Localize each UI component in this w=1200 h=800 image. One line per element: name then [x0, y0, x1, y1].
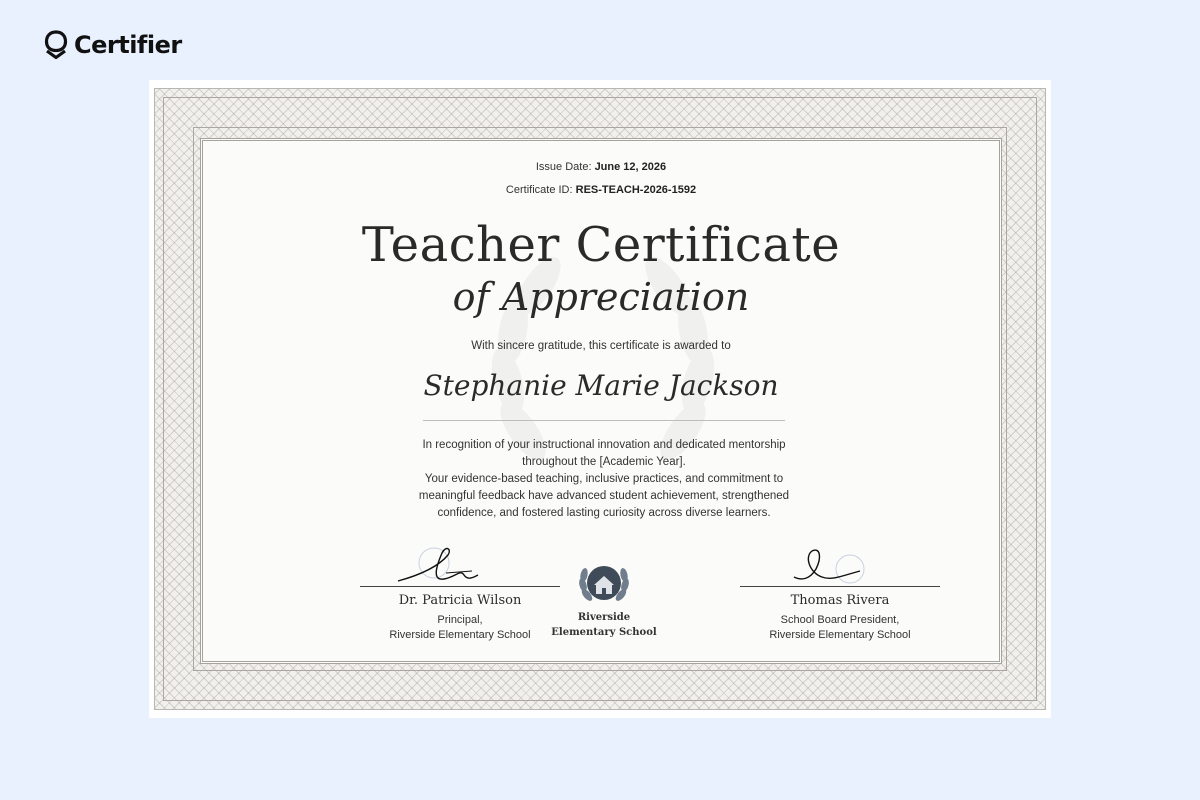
- description-line: confidence, and fostered lasting curiosity across diverse learners.: [437, 507, 771, 519]
- signatory-role-line: Riverside Elementary School: [769, 629, 911, 641]
- recipient-name: Stephanie Marie Jackson: [423, 369, 779, 402]
- signatory-role-line: School Board President,: [780, 614, 900, 626]
- signatory-role: [740, 613, 940, 643]
- signatory-name: Dr. Patricia Wilson: [398, 593, 522, 608]
- description-line: throughout the [Academic Year].: [522, 456, 686, 468]
- signature-line: [740, 586, 940, 587]
- certificate-body: [200, 138, 1002, 664]
- signatory-role: [360, 613, 560, 643]
- issue-date-value: June 12, 2026: [594, 161, 667, 173]
- brand-logo[interactable]: [44, 30, 182, 60]
- certificate-id-label: Certificate ID:: [505, 184, 573, 196]
- signature-line: [360, 586, 560, 587]
- recipient-underline: [423, 420, 785, 421]
- certificate-id-value: RES-TEACH-2026-1592: [575, 184, 697, 196]
- description-line: In recognition of your instructional innovation and dedicated mentorship: [422, 439, 786, 451]
- description-line: meaningful feedback have advanced student achievement, strengthened: [418, 490, 790, 502]
- signature-scribble-icon: [740, 541, 940, 589]
- school-name-line: Riverside: [577, 612, 631, 623]
- awarded-text: With sincere gratitude, this certificate is awarded to: [471, 340, 731, 352]
- certificate-subtitle: of Appreciation: [452, 275, 750, 319]
- certificate-title: Teacher Certificate: [361, 217, 841, 273]
- issue-date-label: Issue Date:: [535, 161, 592, 173]
- signatory-name: Thomas Rivera: [790, 593, 890, 608]
- brand-name: Certifier: [74, 31, 182, 59]
- school-crest-icon: [577, 557, 631, 611]
- signatory-role-line: Principal,: [437, 614, 483, 626]
- certificate-card: [149, 80, 1051, 718]
- certificate-description: [353, 437, 855, 522]
- school-name-line: Elementary School: [551, 627, 657, 638]
- signatory-role-line: Riverside Elementary School: [389, 629, 531, 641]
- signature-scribble-icon: [360, 541, 560, 589]
- school-name: [534, 610, 674, 640]
- certificate-id: [203, 184, 999, 196]
- certifier-logo-icon: [44, 30, 68, 60]
- issue-date: [203, 161, 999, 173]
- certificate-border: [154, 88, 1046, 710]
- description-line: Your evidence-based teaching, inclusive practices, and commitment to: [424, 473, 784, 485]
